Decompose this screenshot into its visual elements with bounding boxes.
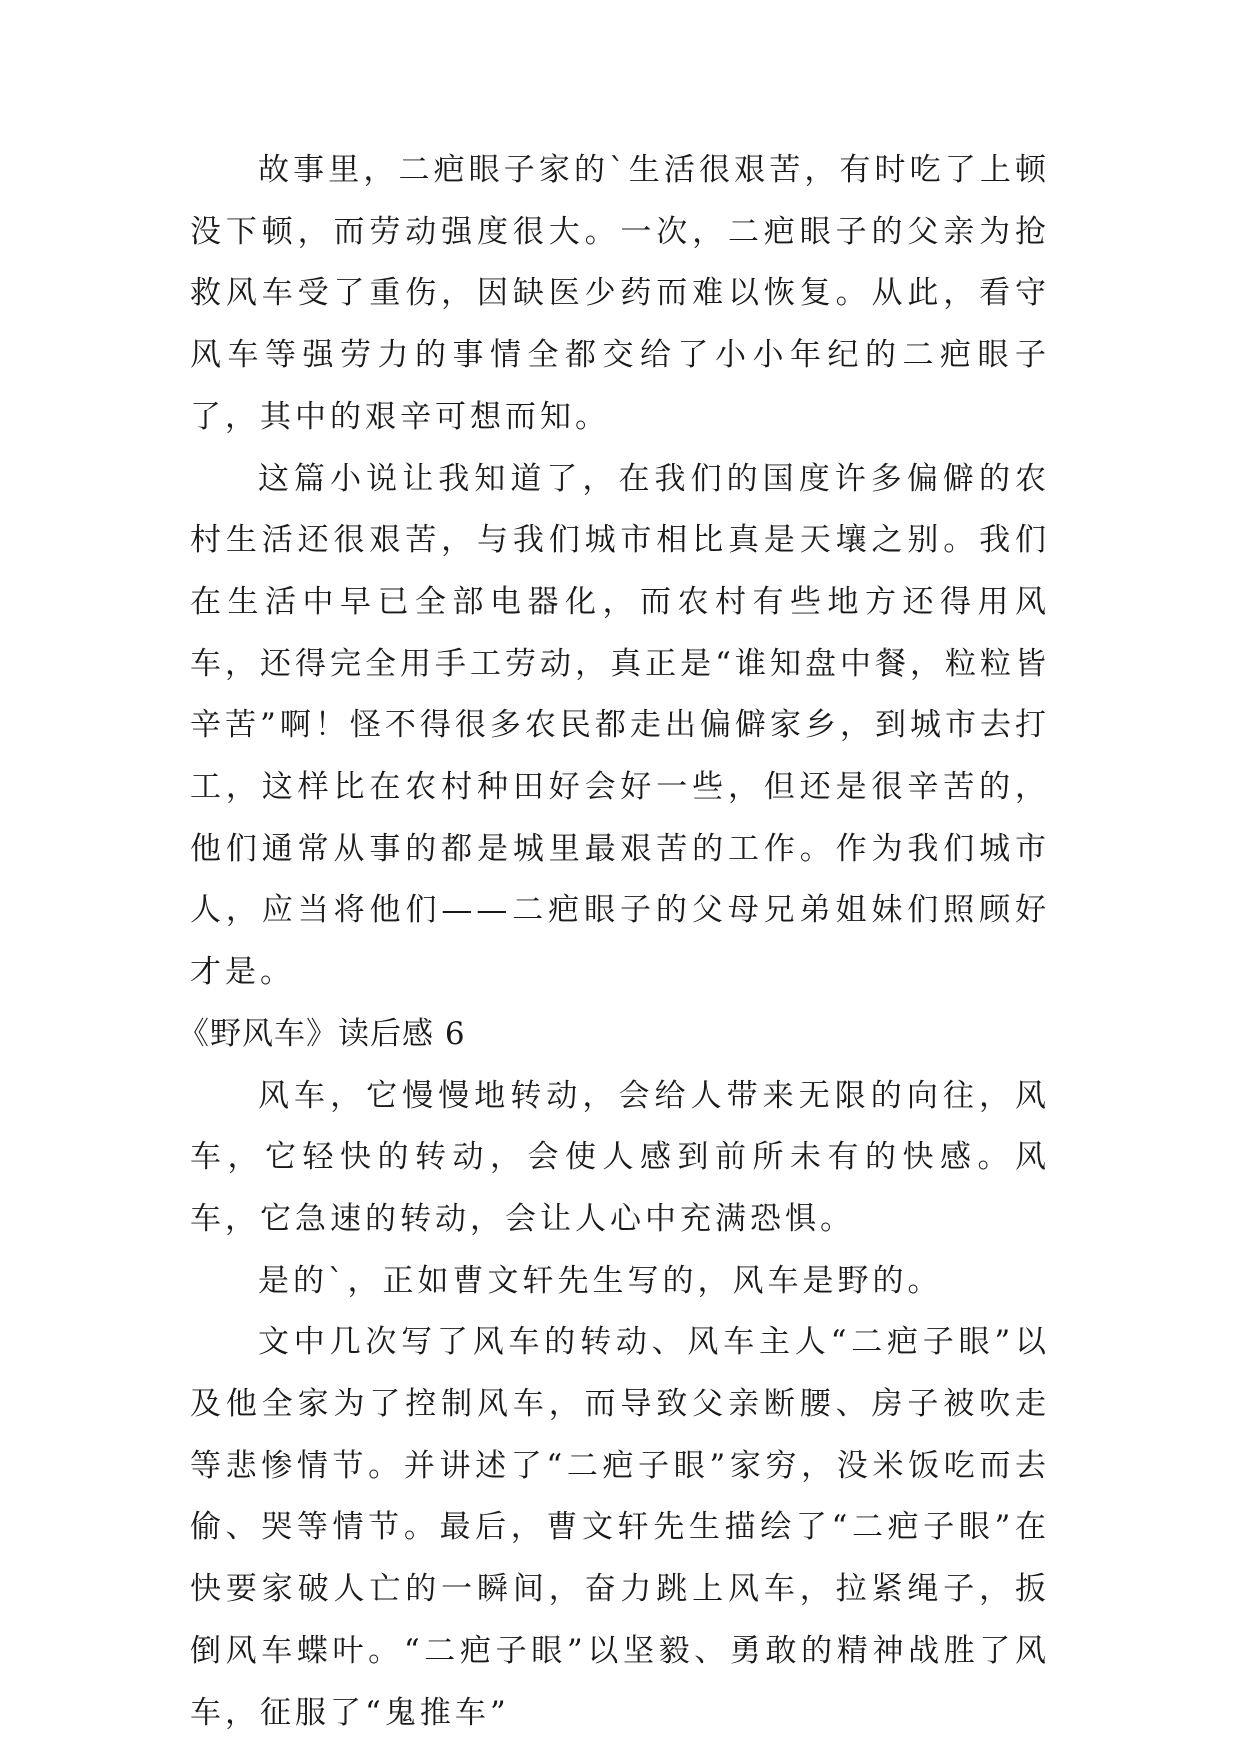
document-body [178, 140, 1050, 1744]
paragraph-wild-windmill: 是的`，正如曹文轩先生写的，风车是野的。 [258, 1262, 943, 1299]
paragraph-hardship: 故事里，二疤眼子家的`生活很艰苦，有时吃了上顿没下顿，而劳动强度很大。一次，二疤眼子的父亲为抢救风车受了重伤，因缺医少药而难以恢复。从此，看守风车等强劳力的事情全都交给了小小年纪的二疤眼子了，其中的艰辛可想而知。 [190, 152, 1050, 435]
paragraph-story-summary: 文中几次写了风车的转动、风车主人“二疤子眼”以及他全家为了控制风车，而导致父亲断腰、房子被吹走等悲惨情节。并讲述了“二疤子眼”家穷，没米饭吃而去偷、哭等情节。最后，曹文轩先生描绘了“二疤子眼”在快要家破人亡的一瞬间，奋力跳上风车，拉紧绳子，扳倒风车蝶叶。“二疤子眼”以坚毅、勇敢的精神战胜了风车，征服了“鬼推车” [190, 1324, 1050, 1731]
paragraph-reflection: 这篇小说让我知道了，在我们的国度许多偏僻的农村生活还很艰苦，与我们城市相比真是天壤之别。我们在生活中早已全部电器化，而农村有些地方还得用风车，还得完全用手工劳动，真正是“谁知盘中餐，粒粒皆辛苦”啊！怪不得很多农民都走出偏僻家乡，到城市去打工，这样比在农村种田好会好一些，但还是很辛苦的，他们通常从事的都是城里最艰苦的工作。作为我们城市人，应当将他们——二疤眼子的父母兄弟姐妹们照顾好才是。 [190, 460, 1050, 991]
section-heading: 《野风车》读后感 6 [178, 1015, 466, 1052]
paragraph-windmill-turning: 风车，它慢慢地转动，会给人带来无限的向往，风车，它轻快的转动，会使人感到前所未有的快感。风车，它急速的转动，会让人心中充满恐惧。 [190, 1077, 1050, 1237]
